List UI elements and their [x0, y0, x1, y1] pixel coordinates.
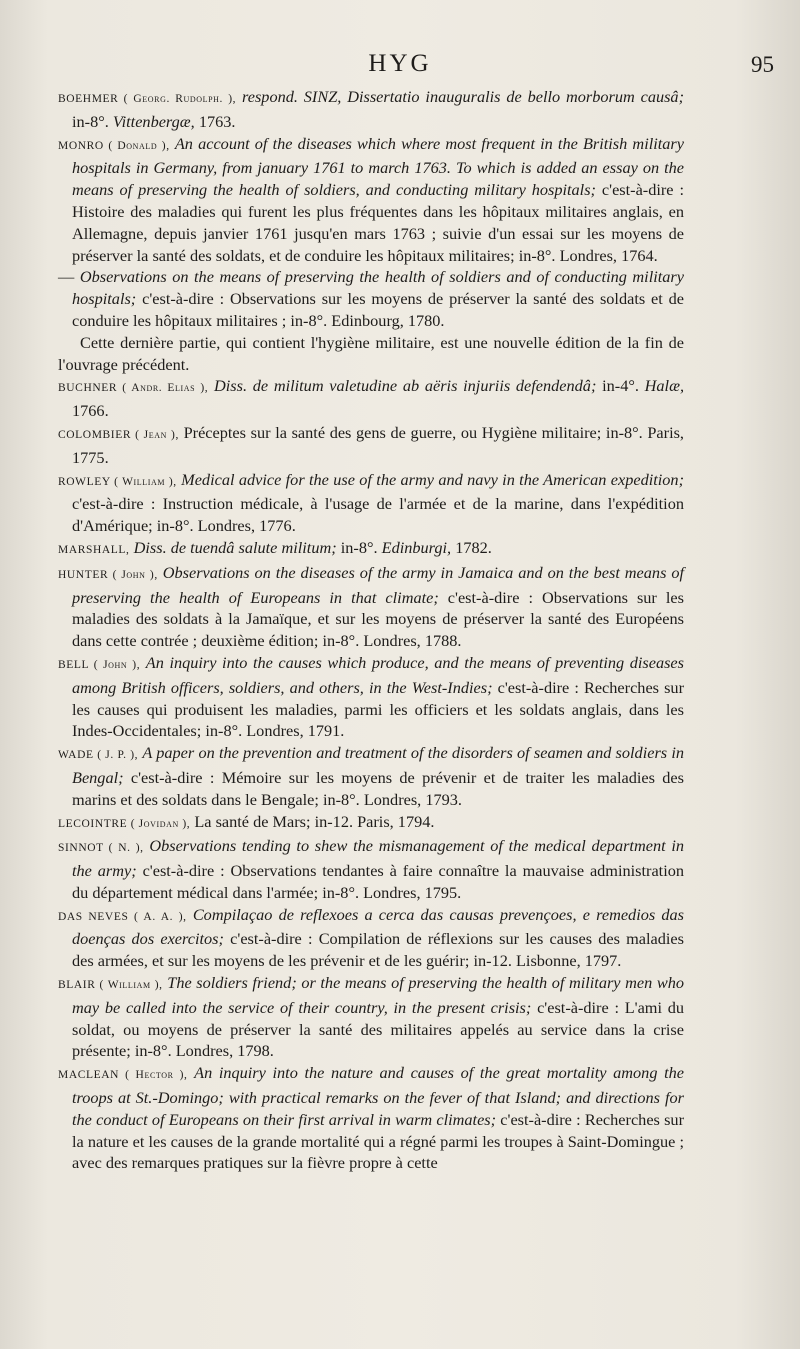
- entry-author: LECOINTRE ( Jovidan ),: [58, 817, 191, 830]
- entry-hunter: [58, 562, 684, 652]
- entry-details: in-8°.: [72, 111, 109, 131]
- entry-author: MONRO ( Donald ),: [58, 139, 170, 152]
- entry-blair: [58, 972, 684, 1062]
- entry-title: An inquiry into the causes which produce, and the means of preventing diseases among British officers, soldiers, and others, in the West-Indies;: [72, 652, 684, 697]
- entry-author: HUNTER ( John ),: [58, 568, 158, 581]
- entry-year: 1766.: [72, 401, 109, 421]
- entry-dash: —: [58, 267, 75, 287]
- running-head: [0, 50, 800, 84]
- bibliography-body: [58, 86, 684, 1174]
- entry-details: c'est-à-dire : Recherches sur les causes qui produisent les maladies, parmi les officiers et les soldats anglais, dans les Indes-Occidentales; in-8°. Londres, 1791.: [72, 677, 684, 741]
- entry-maclean: [58, 1062, 684, 1174]
- entry-details: c'est-à-dire : Compilation de réflexions sur les causes des maladies des armées, et sur les moyens de les prévenir et de les guérir; in-12. Lisbonne, 1797.: [72, 929, 684, 971]
- entry-marshall: [58, 537, 684, 562]
- entry-author: BOEHMER ( Georg. Rudolph. ),: [58, 93, 237, 105]
- entry-place: Halæ,: [644, 376, 685, 396]
- entry-title: A paper on the prevention and treatment of the disorders of seamen and soldiers in Bengal;: [72, 743, 684, 787]
- entry-title: Observations tending to shew the mismanagement of the medical department in the army;: [72, 836, 684, 881]
- entry-title: An inquiry into the nature and causes of the great mortality among the troops at St.-Domingo; with practical remarks on the fever of that Island; and directions for the conduct of Europeans on their first arrival in warm climates;: [72, 1063, 684, 1129]
- entry-details: La santé de Mars; in-12. Paris, 1794.: [194, 811, 435, 831]
- entry-title: Observations on the diseases of the army in Jamaica and on the best means of preserving the health of Europeans in that climate;: [72, 562, 684, 607]
- entry-details: c'est-à-dire : Recherches sur la nature et les causes de la grande mortalité qui a régné parmi les troupes à Saint-Domingue ; avec des remarques pratiques sur la fièvre propre à cette: [72, 1109, 684, 1173]
- entry-title: The soldiers friend; or the means of preserving the health of military men who may be called into the service of their country, in the present crisis;: [72, 973, 684, 1017]
- entry-author: BUCHNER ( Andr. Elias ),: [58, 382, 209, 395]
- entry-year: 1763.: [198, 111, 236, 131]
- entry-author: MACLEAN ( Hector ),: [58, 1069, 188, 1082]
- entry-title: respond. SINZ, Dissertatio inauguralis de bello morborum causâ;: [242, 87, 684, 106]
- entry-author: BELL ( John ),: [58, 658, 141, 671]
- entry-author: SINNOT ( N. ),: [58, 842, 144, 855]
- entry-author: MARSHALL,: [58, 543, 130, 556]
- entry-place: Edinburgi,: [381, 537, 452, 557]
- entry-details: in-8°.: [340, 537, 378, 557]
- entry-monro-observations: [58, 266, 684, 331]
- entry-title: An account of the diseases which where most frequent in the British military hospitals in Germany, from january 1761 to march 1763. To which is added an essay on the means of preserving the health of soldiers, and conducting military hospitals;: [72, 133, 684, 200]
- page-number: 95: [751, 52, 774, 77]
- entry-buchner: [58, 375, 684, 422]
- entry-details: Préceptes sur la santé des gens de guerre, ou Hygiène militaire; in-8°. Paris, 1775.: [72, 422, 685, 467]
- entry-title: Diss. de tuendâ salute militum;: [133, 537, 337, 557]
- entry-title: Compilaçao de reflexoes a cerca das causas prevençoes, e remedios das doenças dos exercitos;: [72, 904, 684, 949]
- entry-lecointre: [58, 811, 684, 836]
- entry-details: c'est-à-dire : Instruction médicale, à l'usage de l'armée et de la marine, dans l'expédition d'Amérique; in-8°. Londres, 1776.: [72, 494, 684, 536]
- entry-author: BLAIR ( William ),: [58, 979, 163, 992]
- entry-author: ROWLEY ( William ),: [58, 475, 177, 488]
- entry-colombier: [58, 422, 684, 469]
- entry-note: Cette dernière partie, qui contient l'hygiène militaire, est une nouvelle édition de la fin de l'ouvrage précédent.: [58, 332, 684, 374]
- entry-details: in-4°.: [602, 376, 639, 396]
- entry-details: c'est-à-dire : Observations tendantes à faire connaître la mauvaise administration du département médical dans l'armée; in-8°. Londres, 1795.: [72, 861, 684, 902]
- entry-wade: [58, 742, 684, 810]
- entry-details: c'est-à-dire : Histoire des maladies qui furent les plus fréquentes dans les hôpitaux militaires anglais, en Allemagne, depuis janvier 1761 jusqu'en mars 1763 ; suivie d'un essai sur les moyens de préserver la santé des soldats, et de conduire les hôpitaux militaires; in-8°. Londres, 1764.: [72, 180, 684, 265]
- entry-sinnot: [58, 835, 684, 903]
- entry-author: DAS NEVES ( A. A. ),: [58, 910, 187, 923]
- entry-place: Vittenbergæ,: [112, 111, 195, 131]
- entry-das-neves: [58, 904, 684, 972]
- entry-monro: [58, 133, 684, 267]
- entry-title: Diss. de militum valetudine ab aëris injuriis defendendâ;: [213, 376, 597, 396]
- entry-title: Medical advice for the use of the army and navy in the American expedition;: [181, 469, 684, 489]
- entry-author: WADE ( J. P. ),: [58, 749, 139, 762]
- entry-title: Observations on the means of preserving the health of soldiers and of conducting military hospitals;: [72, 267, 684, 309]
- entry-details: c'est-à-dire : Observations sur les maladies des soldats à la Jamaïque, et sur les moyens de préserver la santé des Européens dans cette contrée ; deuxième édition; in-8°. Londres, 1788.: [72, 587, 684, 651]
- entry-boehmer: [58, 86, 684, 133]
- entry-bell: [58, 652, 684, 742]
- page-header-title: HYG: [368, 50, 432, 77]
- entry-year: 1782.: [455, 537, 492, 557]
- entry-details: c'est-à-dire : Observations sur les moyens de préserver la santé des soldats et de conduire les hôpitaux militaires ; in-8°. Edinbourg, 1780.: [72, 289, 684, 330]
- entry-details: c'est-à-dire : L'ami du soldat, ou moyens de préserver la santé des militaires appelés au service dans la crise présente; in-8°. Londres, 1798.: [72, 997, 685, 1061]
- entry-author: COLOMBIER ( Jean ),: [58, 428, 179, 441]
- entry-details: c'est-à-dire : Mémoire sur les moyens de prévenir et de traiter les maladies des marins et des soldats dans le Bengale; in-8°. Londres, 1793.: [72, 767, 684, 809]
- entry-rowley: [58, 469, 684, 537]
